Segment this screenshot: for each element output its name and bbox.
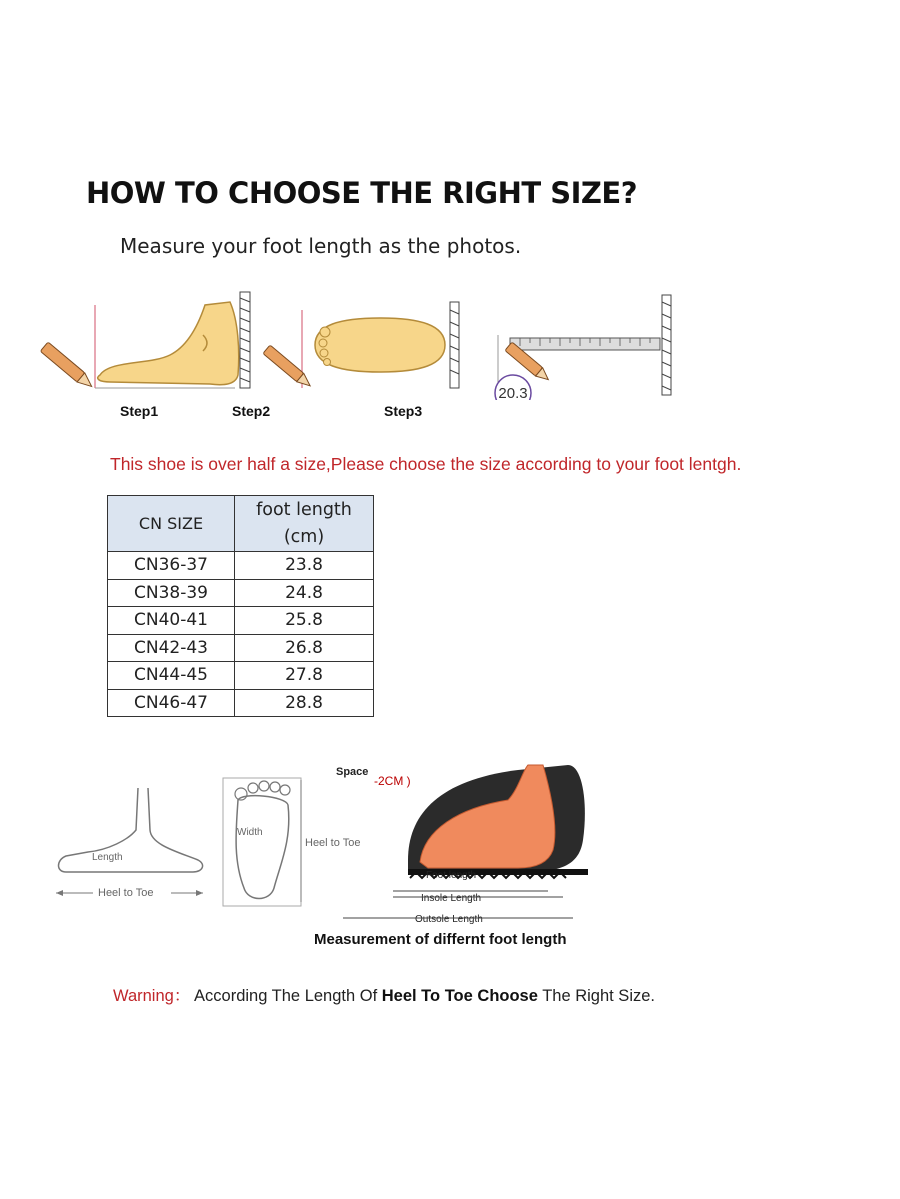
table-row	[108, 607, 374, 635]
side-foot-diagram	[56, 788, 203, 899]
warning-text-part1: According The Length Of	[194, 987, 382, 1005]
insole-length-label: Insole Length	[421, 893, 482, 904]
table-row	[108, 662, 374, 690]
heel-to-toe-top-label: Heel to Toe	[305, 837, 361, 849]
table-row	[108, 579, 374, 607]
length-header-line1: foot length	[256, 499, 352, 520]
step1-label: Step1	[120, 403, 159, 419]
ruler-reading: 20.3	[498, 385, 528, 400]
warning-text-bold: Heel To Toe Choose	[381, 987, 538, 1005]
size-note: This shoe is over half a size,Please choose the size according to your foot lentgh.	[110, 454, 742, 474]
table-row	[108, 689, 374, 717]
foot-measurement-diagrams	[48, 760, 628, 930]
warning-text-part2: The Right Size.	[537, 987, 655, 1005]
pencil-icon	[263, 345, 314, 390]
outsole-length-label: Outsole Length	[415, 914, 483, 925]
space-label: Space	[336, 766, 369, 778]
top-foot-diagram	[223, 778, 360, 906]
foot-length-label: Foot length	[426, 870, 477, 881]
size-table-header-row	[108, 496, 374, 552]
length-cell: 25.8	[235, 607, 374, 635]
heel-to-toe-side-label: Heel to Toe	[98, 887, 154, 899]
size-cell: CN38-39	[108, 579, 235, 607]
step3-ruler-illustration	[495, 295, 671, 400]
page-subtitle: Measure your foot length as the photos.	[120, 234, 522, 258]
size-cell: CN44-45	[108, 662, 235, 690]
width-label: Width	[237, 827, 263, 838]
size-cell: CN42-43	[108, 634, 235, 662]
measurement-caption: Measurement of differnt foot length	[314, 931, 567, 948]
length-cell: 27.8	[235, 662, 374, 690]
pencil-icon	[40, 342, 95, 391]
step2-label: Step2	[232, 403, 271, 419]
length-cell: 24.8	[235, 579, 374, 607]
size-table	[107, 495, 374, 717]
warning-line	[113, 982, 655, 1006]
size-column-header: CN SIZE	[108, 496, 235, 552]
shoe-cross-section	[336, 765, 588, 925]
size-cell: CN40-41	[108, 607, 235, 635]
length-header-line2: (cm)	[283, 526, 325, 547]
space-value: -2CM )	[374, 774, 411, 788]
page-title: HOW TO CHOOSE THE RIGHT SIZE?	[86, 176, 638, 210]
step1-foot-illustration	[40, 292, 250, 391]
length-label: Length	[92, 852, 123, 863]
length-cell: 28.8	[235, 689, 374, 717]
size-cell: CN36-37	[108, 552, 235, 580]
table-row	[108, 552, 374, 580]
table-row	[108, 634, 374, 662]
step3-label: Step3	[384, 403, 423, 419]
measure-steps-illustration	[40, 280, 680, 400]
step2-foot-illustration	[263, 302, 459, 390]
warning-label: Warning：	[113, 987, 191, 1005]
length-cell: 23.8	[235, 552, 374, 580]
length-cell: 26.8	[235, 634, 374, 662]
length-column-header	[235, 496, 374, 552]
size-cell: CN46-47	[108, 689, 235, 717]
